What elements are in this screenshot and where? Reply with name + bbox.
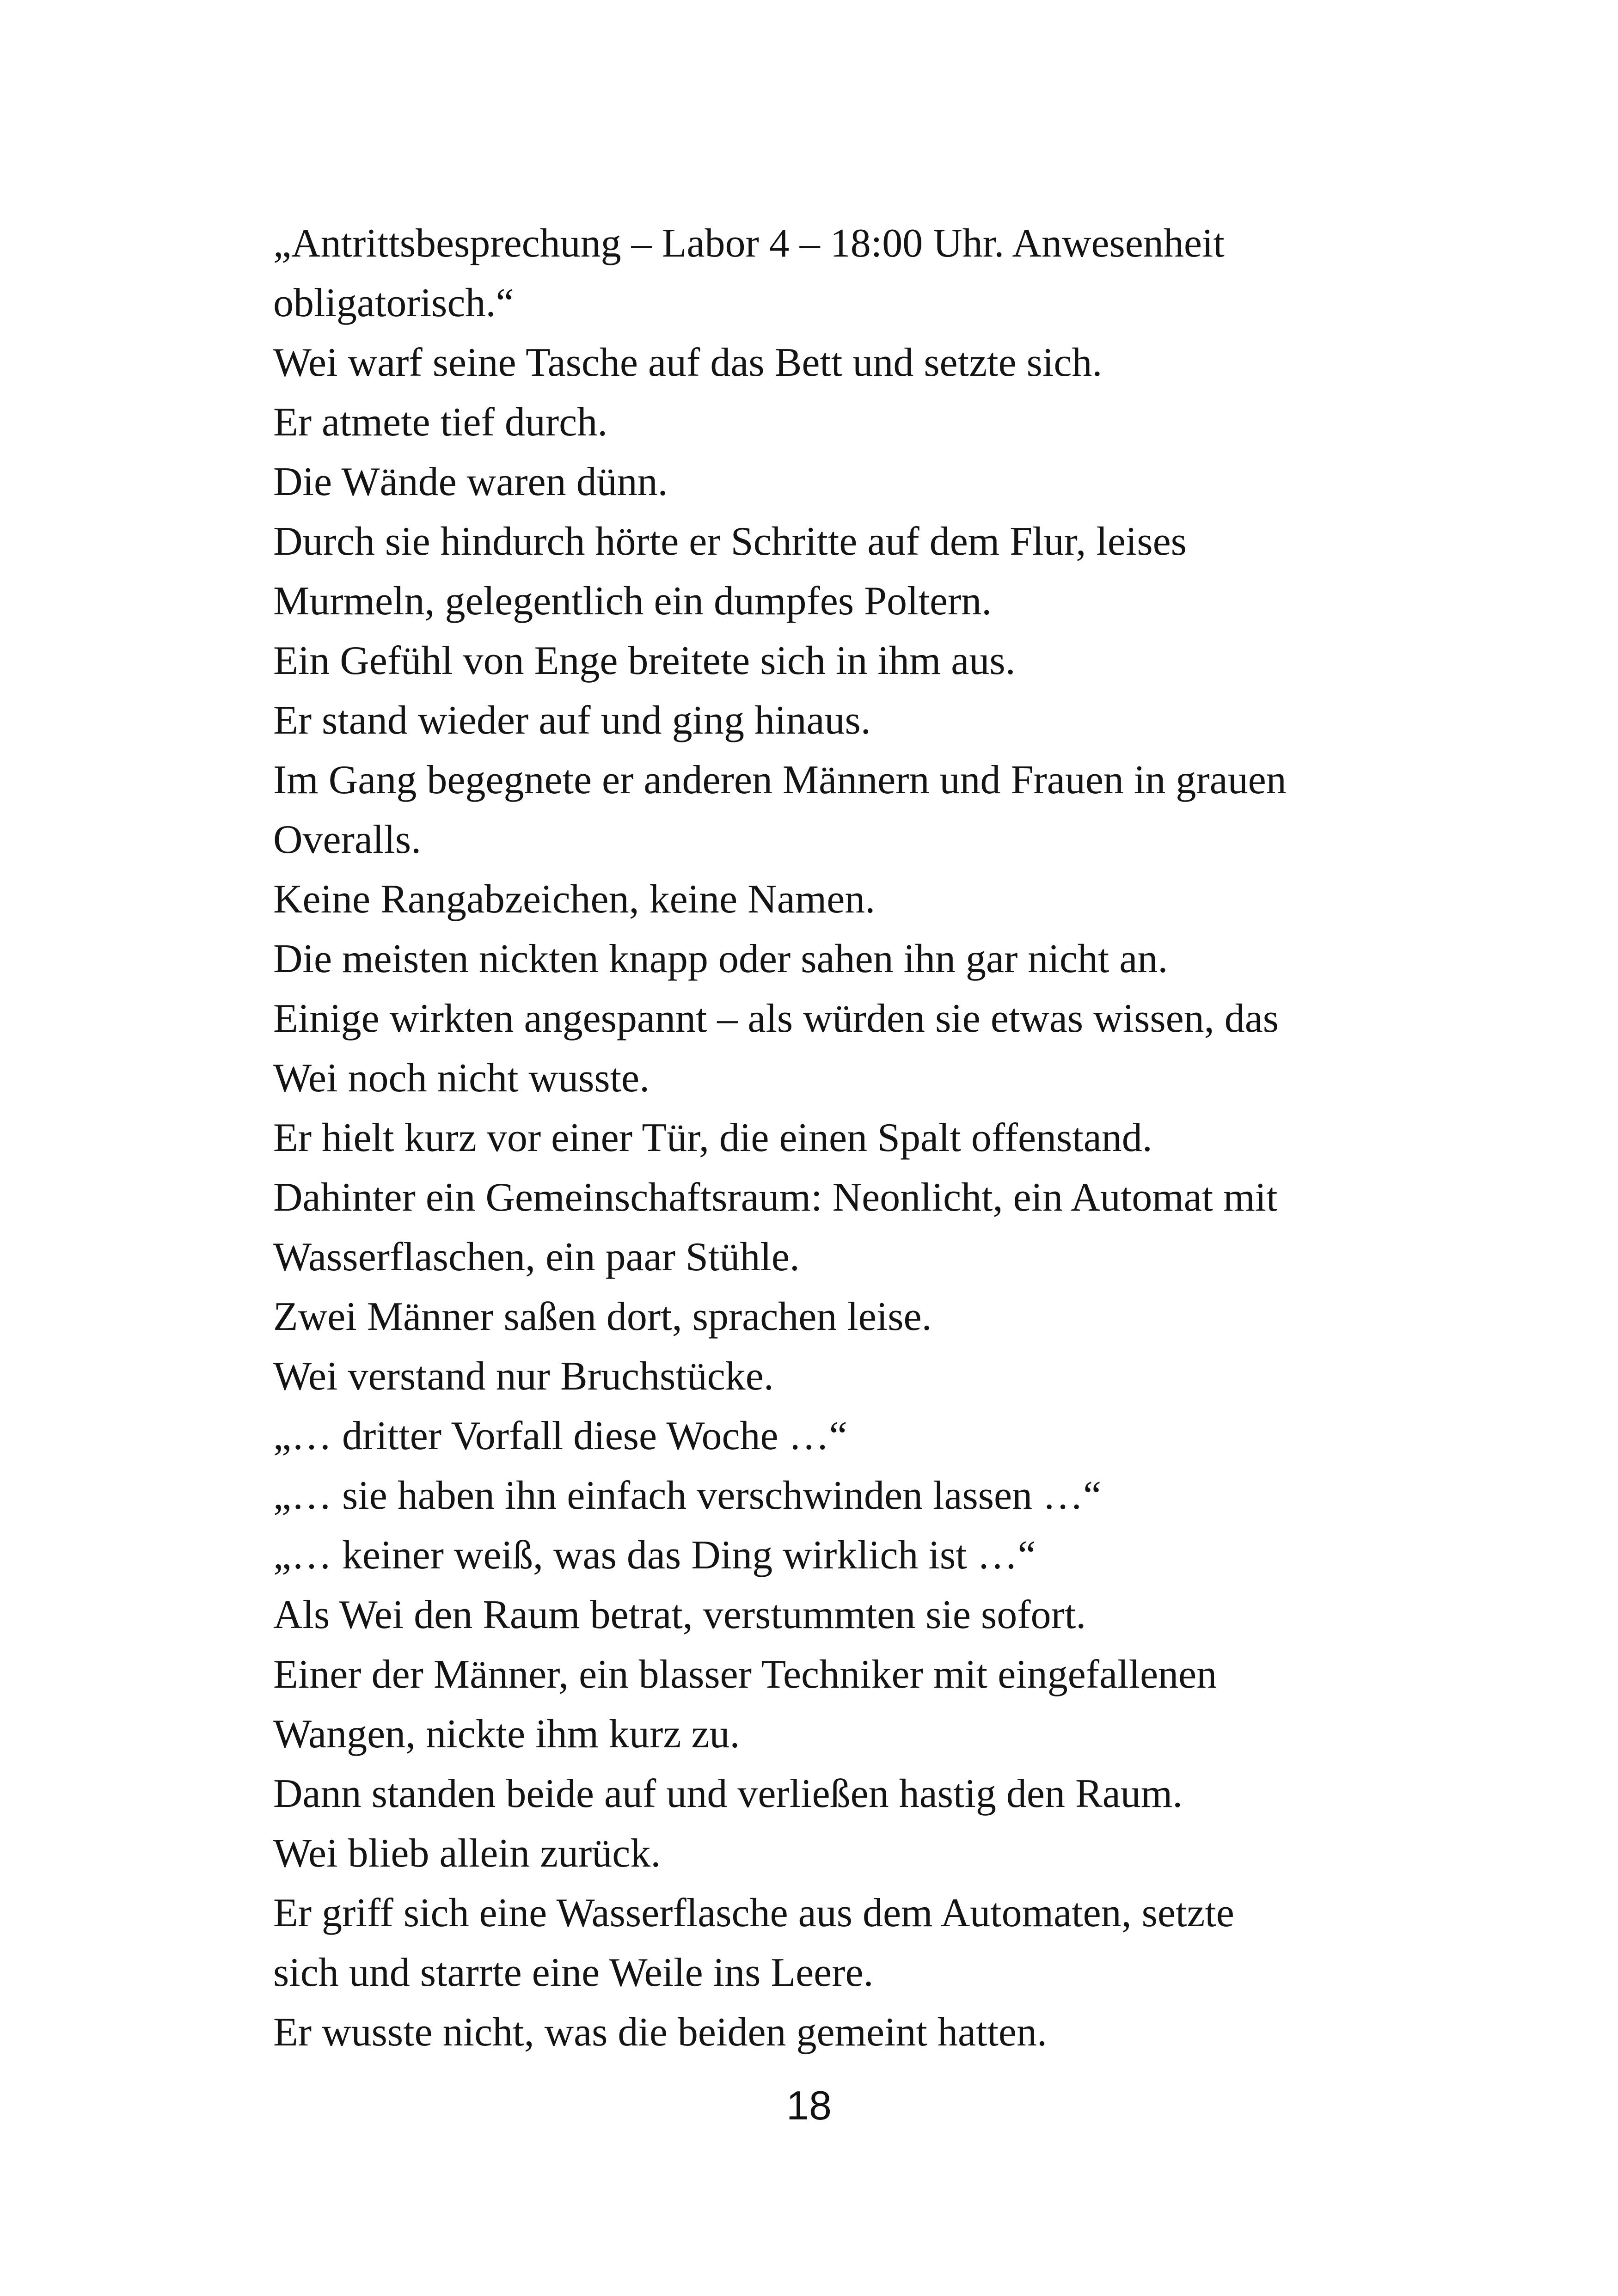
text-line: Er stand wieder auf und ging hinaus.	[273, 698, 871, 743]
text-line: sich und starrte eine Weile ins Leere.	[273, 1950, 874, 1995]
text-line: Einige wirkten angespannt – als würden sie etwas wissen, das	[273, 996, 1279, 1041]
text-line: Er atmete tief durch.	[273, 400, 608, 445]
text-line: Die meisten nickten knapp oder sahen ihn gar nicht an.	[273, 937, 1168, 981]
paragraph	[219, 929, 1439, 989]
text-line: Ein Gefühl von Enge breitete sich in ihm aus.	[273, 638, 1016, 683]
paragraph	[219, 1108, 1439, 1168]
text-line: Er hielt kurz vor einer Tür, die einen Spalt offenstand.	[273, 1115, 1152, 1160]
text-line: Wei blieb allein zurück.	[273, 1831, 661, 1876]
paragraph	[219, 631, 1439, 691]
text-line: Zwei Männer saßen dort, sprachen leise.	[273, 1294, 932, 1339]
text-line: „Antrittsbesprechung – Labor 4 – 18:00 Uhr. Anwesenheit	[273, 221, 1225, 266]
text-line: Er griff sich eine Wasserflasche aus dem Automaten, setzte	[273, 1891, 1234, 1935]
text-line: „… sie haben ihn einfach verschwinden lassen …“	[273, 1473, 1102, 1518]
text-line: Durch sie hindurch hörte er Schritte auf dem Flur, leises	[273, 519, 1187, 564]
body-text	[219, 214, 1439, 2062]
text-line: Wei warf seine Tasche auf das Bett und setzte sich.	[273, 340, 1103, 385]
paragraph	[219, 2002, 1439, 2062]
paragraph	[219, 392, 1439, 452]
text-line: Wangen, nickte ihm kurz zu.	[273, 1712, 740, 1757]
text-line: Wei verstand nur Bruchstücke.	[273, 1354, 774, 1399]
paragraph	[219, 1168, 1439, 1287]
text-line: Einer der Männer, ein blasser Techniker mit eingefallenen	[273, 1652, 1217, 1697]
paragraph	[219, 1406, 1439, 1466]
paragraph	[219, 1525, 1439, 1585]
paragraph	[219, 989, 1439, 1108]
text-line: Dahinter ein Gemeinschaftsraum: Neonlicht, ein Automat mit	[273, 1175, 1278, 1220]
paragraph	[219, 333, 1439, 392]
text-line: „… keiner weiß, was das Ding wirklich ist …“	[273, 1533, 1036, 1578]
text-line: obligatorisch.“	[273, 281, 514, 325]
paragraph	[219, 1347, 1439, 1406]
paragraph	[219, 1585, 1439, 1645]
paragraph	[219, 1824, 1439, 1883]
paragraph	[219, 214, 1439, 333]
paragraph	[219, 750, 1439, 869]
paragraph	[219, 1883, 1439, 2002]
text-line: Er wusste nicht, was die beiden gemeint hatten.	[273, 2010, 1047, 2055]
paragraph	[219, 1287, 1439, 1347]
text-line: Im Gang begegnete er anderen Männern und Frauen in grauen	[273, 758, 1287, 802]
paragraph	[219, 869, 1439, 929]
text-line: Dann standen beide auf und verließen hastig den Raum.	[273, 1771, 1183, 1816]
paragraph	[219, 691, 1439, 750]
paragraph	[219, 512, 1439, 631]
text-line: Die Wände waren dünn.	[273, 459, 668, 504]
text-line: Keine Rangabzeichen, keine Namen.	[273, 877, 876, 922]
paragraph	[219, 1764, 1439, 1824]
paragraph	[219, 452, 1439, 512]
paragraph	[219, 1466, 1439, 1525]
text-line: Wasserflaschen, ein paar Stühle.	[273, 1235, 800, 1280]
text-line: Overalls.	[273, 817, 422, 862]
paragraph	[219, 1645, 1439, 1764]
text-line: „… dritter Vorfall diese Woche …“	[273, 1414, 847, 1458]
text-line: Wei noch nicht wusste.	[273, 1056, 650, 1101]
page-number: 18	[786, 2082, 832, 2128]
text-line: Als Wei den Raum betrat, verstummten sie sofort.	[273, 1592, 1086, 1637]
text-line: Murmeln, gelegentlich ein dumpfes Poltern.	[273, 579, 992, 624]
